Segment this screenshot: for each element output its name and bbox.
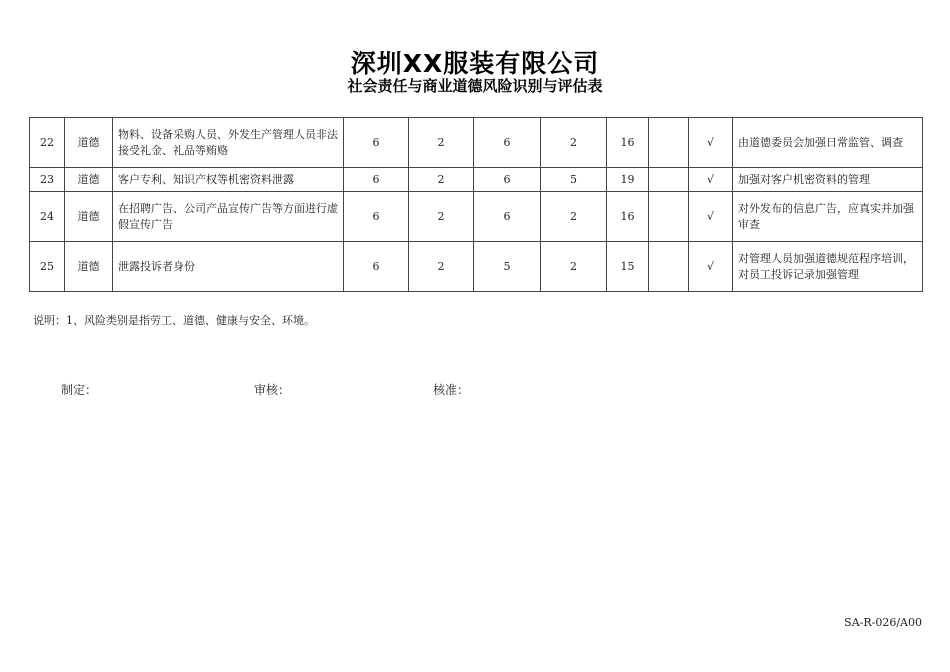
risk-description: 在招聘广告、公司产品宣传广告等方面进行虚假宣传广告 [113,192,344,242]
empty-cell [649,192,689,242]
row-number: 25 [30,242,65,292]
score-cell: 5 [541,168,607,192]
empty-cell [649,118,689,168]
row-number: 22 [30,118,65,168]
total-score: 15 [607,242,649,292]
score-cell: 6 [344,168,409,192]
score-cell: 2 [541,242,607,292]
control-measure: 加强对客户机密资料的管理 [733,168,923,192]
risk-category: 道德 [65,168,113,192]
score-cell: 2 [409,168,474,192]
check-mark: √ [689,242,733,292]
risk-category: 道德 [65,242,113,292]
score-cell: 6 [474,168,541,192]
check-mark: √ [689,168,733,192]
document-code: SA-R-026/A00 [844,616,922,629]
risk-category: 道德 [65,118,113,168]
table-row [30,168,923,192]
table-row [30,118,923,168]
total-score: 16 [607,118,649,168]
score-cell: 6 [474,118,541,168]
risk-assessment-table [29,117,923,292]
explanation-note: 说明：1、风险类别是指劳工、道德、健康与安全、环境。 [33,314,315,327]
empty-cell [649,242,689,292]
score-cell: 6 [344,192,409,242]
check-mark: √ [689,192,733,242]
score-cell: 2 [409,118,474,168]
approved-by-label: 核准： [433,383,470,397]
score-cell: 2 [541,118,607,168]
total-score: 16 [607,192,649,242]
risk-description: 物料、设备采购人员、外发生产管理人员非法接受礼金、礼品等贿赂 [113,118,344,168]
score-cell: 2 [409,242,474,292]
empty-cell [649,168,689,192]
score-cell: 6 [474,192,541,242]
score-cell: 2 [541,192,607,242]
risk-description: 客户专利、知识产权等机密资料泄露 [113,168,344,192]
total-score: 19 [607,168,649,192]
control-measure: 对外发布的信息广告，应真实并加强审查 [733,192,923,242]
score-cell: 6 [344,242,409,292]
row-number: 24 [30,192,65,242]
control-measure: 对管理人员加强道德规范程序培训，对员工投诉记录加强管理 [733,242,923,292]
row-number: 23 [30,168,65,192]
table-row [30,242,923,292]
check-mark: √ [689,118,733,168]
risk-category: 道德 [65,192,113,242]
score-cell: 2 [409,192,474,242]
reviewed-by-label: 审核： [254,383,291,397]
control-measure: 由道德委员会加强日常监管、调查 [733,118,923,168]
form-subtitle: 社会责任与商业道德风险识别与评估表 [347,77,603,95]
company-title: 深圳XX服装有限公司 [350,49,600,78]
score-cell: 5 [474,242,541,292]
risk-description: 泄露投诉者身份 [113,242,344,292]
table-row [30,192,923,242]
prepared-by-label: 制定： [61,383,98,397]
score-cell: 6 [344,118,409,168]
